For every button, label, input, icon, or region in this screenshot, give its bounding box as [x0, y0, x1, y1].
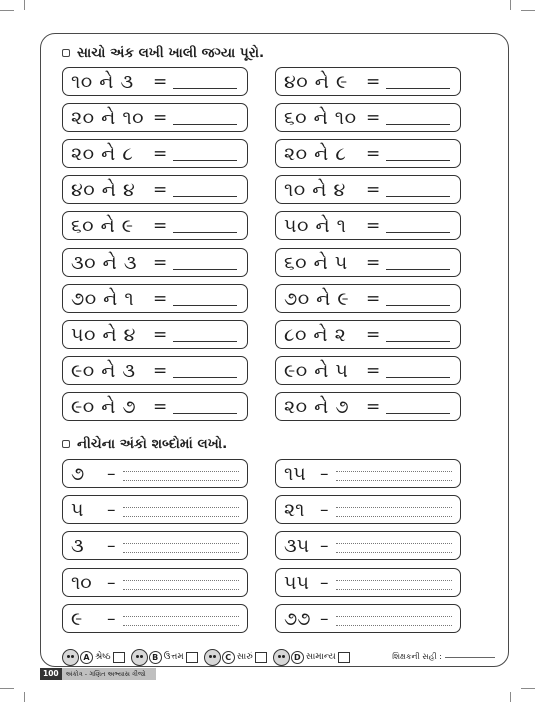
- answer-line[interactable]: [336, 616, 452, 617]
- answer-blank[interactable]: [173, 124, 237, 125]
- number-expression: ૨૦ ને ૮: [284, 143, 347, 166]
- number-expression: ૬૦ ને ૯: [71, 215, 134, 238]
- number-expression: ૧૦ ને ૪: [284, 179, 346, 202]
- equals-sign: =: [153, 108, 168, 129]
- number-to-write: ૫૫: [284, 571, 309, 594]
- equals-sign: =: [366, 288, 381, 309]
- fill-blank-item: [275, 175, 461, 204]
- answer-line[interactable]: [336, 507, 452, 508]
- write-words-item: [62, 459, 248, 488]
- write-words-item: [62, 604, 248, 633]
- equals-sign: =: [153, 360, 168, 381]
- fill-blank-item: [62, 248, 248, 277]
- write-words-item: [275, 531, 461, 560]
- answer-blank[interactable]: [173, 269, 237, 270]
- number-expression: ૭૦ ને ૯: [284, 287, 350, 310]
- fill-blank-item: [62, 356, 248, 385]
- answer-blank[interactable]: [386, 196, 450, 197]
- number-expression: ૪૦ ને ૯: [284, 71, 348, 93]
- number-expression: ૬૦ ને ૫: [284, 251, 348, 274]
- number-expression: ૧૦ ને ૩: [71, 71, 134, 93]
- page-footer: [40, 668, 156, 680]
- answer-blank[interactable]: [173, 413, 237, 414]
- number-expression: ૪૦ ને ૪: [71, 179, 136, 202]
- answer-line[interactable]: [123, 580, 239, 581]
- number-expression: ૬૦ ને ૧૦: [284, 107, 357, 130]
- number-expression: ૯૦ ને ૭: [71, 395, 137, 418]
- grade-letter: C: [222, 651, 235, 664]
- write-words-heading: [62, 434, 227, 454]
- dash-sign: –: [320, 536, 329, 557]
- answer-line[interactable]: [336, 480, 452, 481]
- smiley-face-icon: [273, 649, 290, 666]
- answer-blank[interactable]: [173, 305, 237, 306]
- fill-blank-item: [62, 392, 248, 421]
- equals-sign: =: [366, 396, 381, 417]
- grade-d: [273, 649, 350, 666]
- write-words-item: [62, 495, 248, 524]
- number-expression: ૭૦ ને ૧: [71, 287, 135, 310]
- fill-blank-item: [62, 211, 248, 240]
- number-to-write: ૫: [71, 499, 84, 522]
- crop-mark: [521, 10, 535, 11]
- answer-blank[interactable]: [386, 413, 450, 414]
- answer-line[interactable]: [336, 552, 452, 553]
- grade-a-checkbox[interactable]: [113, 652, 125, 663]
- answer-line[interactable]: [123, 625, 239, 626]
- dash-sign: –: [320, 608, 329, 629]
- grade-a: [62, 649, 125, 666]
- answer-blank[interactable]: [173, 88, 237, 89]
- number-expression: ૨૦ ને ૮: [71, 143, 134, 166]
- grade-label: સારું: [236, 652, 253, 662]
- number-to-write: ૭: [71, 463, 85, 485]
- crop-mark: [0, 10, 14, 11]
- fill-blank-item: [275, 103, 461, 132]
- smiley-face-icon: [62, 649, 79, 666]
- fill-blank-item: [62, 139, 248, 168]
- write-words-item: [275, 568, 461, 597]
- answer-line[interactable]: [123, 589, 239, 590]
- equals-sign: =: [366, 108, 381, 129]
- grade-label: શ્રેષ્ઠ: [95, 652, 111, 662]
- crop-mark: [521, 688, 535, 689]
- grade-label: સામાન્ય: [305, 652, 336, 662]
- number-to-write: ૧૫: [284, 463, 306, 485]
- grade-c: [204, 649, 267, 666]
- answer-line[interactable]: [123, 507, 239, 508]
- answer-blank[interactable]: [386, 341, 450, 342]
- number-to-write: ૧૦: [71, 571, 92, 594]
- fill-blank-item: [62, 320, 248, 349]
- answer-line[interactable]: [123, 471, 239, 472]
- page-number: 100: [40, 668, 62, 680]
- fill-blank-item: [62, 67, 248, 96]
- equals-sign: =: [153, 324, 168, 345]
- equals-sign: =: [366, 180, 381, 201]
- grade-b-checkbox[interactable]: [186, 652, 198, 663]
- fill-blank-item: [275, 248, 461, 277]
- fill-blanks-heading: [62, 43, 264, 63]
- answer-blank[interactable]: [386, 232, 450, 233]
- answer-blank[interactable]: [173, 377, 237, 378]
- teacher-signature-label: શિક્ષકની સહી :: [392, 652, 442, 661]
- number-to-write: ૩: [71, 535, 84, 558]
- crop-mark: [0, 688, 14, 689]
- equals-sign: =: [366, 216, 381, 237]
- number-to-write: ૭૭: [284, 607, 311, 630]
- number-expression: ૨૦ ને ૭: [284, 395, 350, 418]
- equals-sign: =: [153, 288, 168, 309]
- dash-sign: –: [320, 572, 329, 593]
- answer-line[interactable]: [336, 516, 452, 517]
- equals-sign: =: [153, 252, 168, 273]
- answer-line[interactable]: [123, 516, 239, 517]
- write-words-item: [62, 531, 248, 560]
- answer-line[interactable]: [336, 580, 452, 581]
- crop-mark: [24, 692, 25, 702]
- answer-line[interactable]: [123, 552, 239, 553]
- fill-blank-item: [275, 67, 461, 96]
- dash-sign: –: [107, 608, 116, 629]
- write-words-item: [62, 568, 248, 597]
- answer-blank[interactable]: [386, 160, 450, 161]
- fill-blank-item: [62, 175, 248, 204]
- fill-blank-item: [275, 356, 461, 385]
- dash-sign: –: [107, 536, 116, 557]
- answer-line[interactable]: [336, 543, 452, 544]
- number-expression: ૯૦ ને ૫: [284, 359, 349, 382]
- answer-blank[interactable]: [173, 232, 237, 233]
- answer-line[interactable]: [336, 625, 452, 626]
- fill-blank-item: [62, 284, 248, 313]
- equals-sign: =: [366, 324, 381, 345]
- number-expression: ૫૦ ને ૧: [284, 215, 347, 238]
- number-expression: ૩૦ ને ૩: [71, 251, 137, 274]
- number-expression: ૫૦ ને ૪: [71, 323, 136, 346]
- dash-sign: –: [107, 500, 116, 521]
- answer-blank[interactable]: [386, 377, 450, 378]
- smiley-face-icon: [204, 649, 221, 666]
- equals-sign: =: [153, 216, 168, 237]
- square-bullet-icon: [62, 49, 70, 57]
- write-words-item: [275, 495, 461, 524]
- answer-line[interactable]: [336, 589, 452, 590]
- number-to-write: ૨૧: [284, 499, 305, 522]
- dash-sign: –: [320, 500, 329, 521]
- fill-blank-item: [275, 392, 461, 421]
- fill-blanks-title: સાચો અંક લખી ખાલી જગ્યા પૂરો.: [77, 45, 265, 61]
- number-expression: ૮૦ ને ૨: [284, 323, 347, 346]
- square-bullet-icon: [62, 440, 70, 448]
- equals-sign: =: [366, 360, 381, 381]
- equals-sign: =: [366, 72, 381, 92]
- number-to-write: ૩૫: [284, 535, 310, 558]
- number-to-write: ૯: [71, 607, 83, 630]
- answer-blank[interactable]: [173, 196, 237, 197]
- smiley-face-icon: [131, 649, 148, 666]
- dash-sign: –: [320, 464, 329, 484]
- equals-sign: =: [366, 252, 381, 273]
- answer-blank[interactable]: [386, 269, 450, 270]
- book-title: અંકોત્ર - ગણિત અભ્યાસ ત્રીજો: [62, 668, 156, 680]
- answer-blank[interactable]: [386, 124, 450, 125]
- answer-line[interactable]: [123, 480, 239, 481]
- equals-sign: =: [153, 180, 168, 201]
- dash-sign: –: [107, 464, 116, 484]
- crop-mark: [24, 0, 25, 10]
- grade-b: [131, 649, 198, 666]
- answer-line[interactable]: [123, 616, 239, 617]
- answer-line[interactable]: [123, 543, 239, 544]
- grade-d-checkbox[interactable]: [338, 652, 350, 663]
- equals-sign: =: [366, 144, 381, 165]
- equals-sign: =: [153, 144, 168, 165]
- grade-letter: B: [149, 651, 162, 664]
- crop-mark: [510, 0, 511, 10]
- answer-blank[interactable]: [386, 88, 450, 89]
- grade-label: ઉત્તમ: [163, 652, 184, 662]
- fill-blank-item: [275, 139, 461, 168]
- fill-blank-item: [62, 103, 248, 132]
- write-words-item: [275, 459, 461, 488]
- grade-letter: A: [80, 651, 93, 664]
- number-expression: ૯૦ ને ૩: [71, 359, 136, 382]
- grade-bar: [40, 647, 509, 667]
- equals-sign: =: [153, 72, 168, 92]
- grade-c-checkbox[interactable]: [255, 652, 267, 663]
- write-words-item: [275, 604, 461, 633]
- dash-sign: –: [107, 572, 116, 593]
- fill-blank-item: [275, 211, 461, 240]
- crop-mark: [510, 692, 511, 702]
- teacher-signature: [392, 652, 495, 662]
- write-words-title: નીચેના અંકો શબ્દોમાં લખો.: [77, 436, 228, 452]
- signature-line[interactable]: [445, 657, 495, 658]
- answer-line[interactable]: [336, 471, 452, 472]
- fill-blank-item: [275, 284, 461, 313]
- number-expression: ૨૦ ને ૧૦: [71, 107, 145, 130]
- answer-blank[interactable]: [173, 341, 237, 342]
- equals-sign: =: [153, 396, 168, 417]
- fill-blank-item: [275, 320, 461, 349]
- grade-letter: D: [291, 651, 304, 664]
- answer-blank[interactable]: [173, 160, 237, 161]
- answer-blank[interactable]: [386, 305, 450, 306]
